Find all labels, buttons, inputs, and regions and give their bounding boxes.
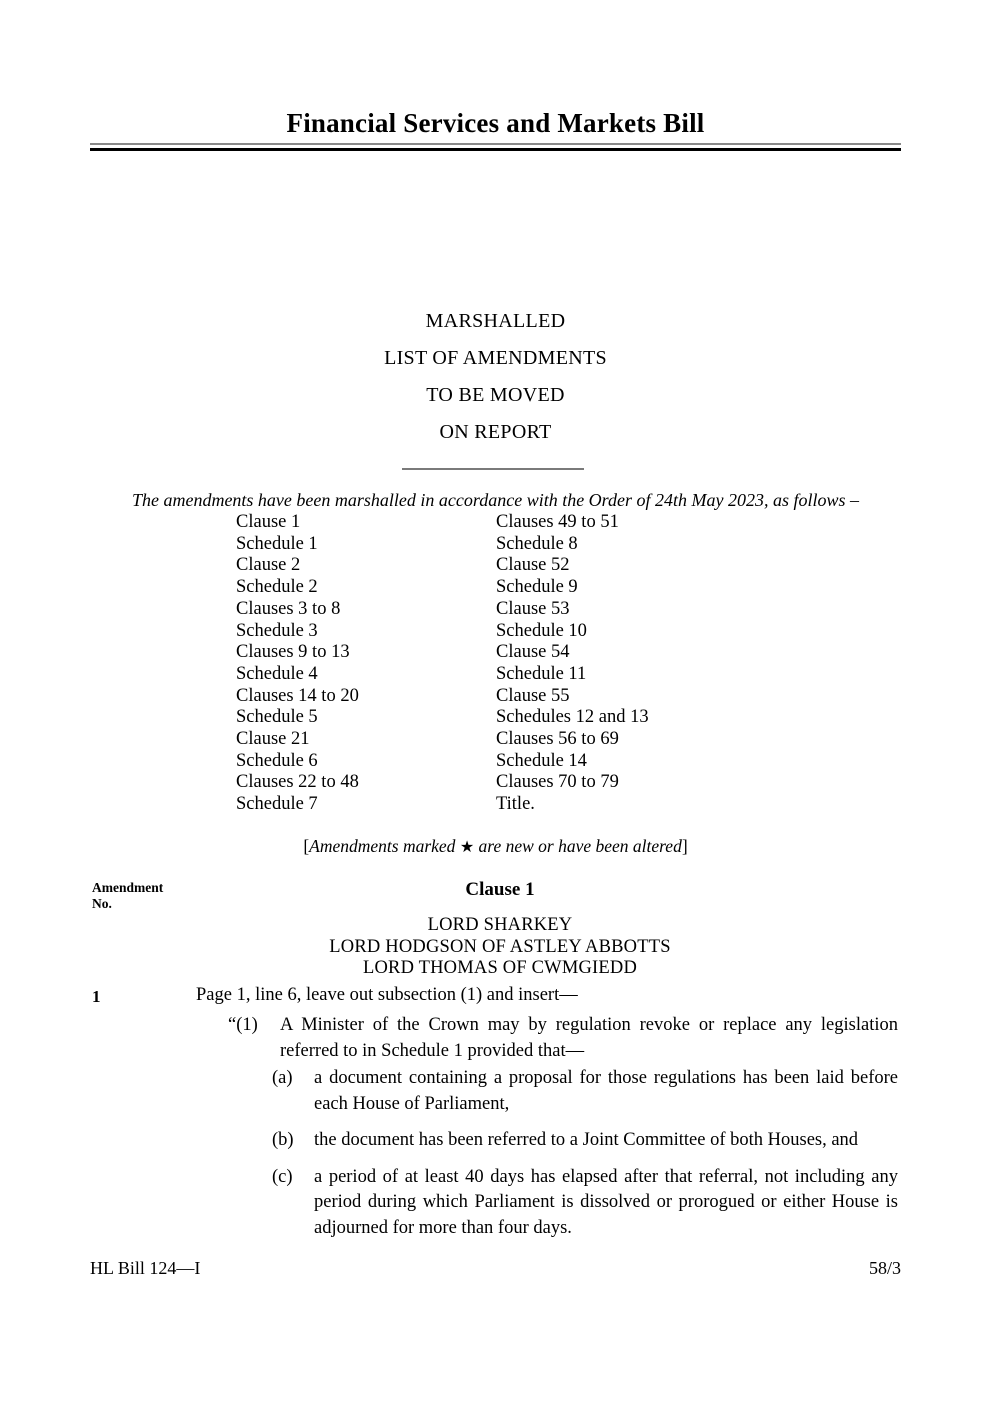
sub-item-text: a period of at least 40 days has elapsed after that referral, not including any period during which Parliament is dissolved or prorogued or either House is adjourned for more than four days. bbox=[314, 1166, 898, 1238]
clause-list-right-column bbox=[496, 512, 756, 816]
title-rule-thin bbox=[90, 143, 901, 145]
section-divider-rule bbox=[402, 468, 584, 470]
sub-item-text: the document has been referred to a Joint Committee of both Houses, and bbox=[314, 1130, 859, 1150]
starred-amendments-note bbox=[90, 836, 901, 857]
page-footer bbox=[90, 1258, 901, 1279]
list-item: Schedule 9 bbox=[496, 577, 578, 598]
list-item: Schedule 5 bbox=[236, 707, 318, 728]
bracket-open: [ bbox=[303, 836, 310, 856]
list-item: Clause 53 bbox=[496, 598, 570, 619]
star-note-text-before: Amendments marked bbox=[309, 836, 460, 856]
heading-line-4: ON REPORT bbox=[439, 421, 552, 443]
heading-line-3: TO BE MOVED bbox=[426, 384, 565, 406]
sponsor-name: LORD HODGSON OF ASTLEY ABBOTTS bbox=[329, 936, 671, 957]
sub-item bbox=[272, 1128, 898, 1154]
list-item: Clauses 49 to 51 bbox=[496, 512, 619, 532]
list-item: Clause 55 bbox=[496, 685, 570, 706]
clause-list-left-column bbox=[236, 512, 496, 816]
sponsor-name: LORD THOMAS OF CWMGIEDD bbox=[362, 958, 638, 978]
list-item: Schedule 7 bbox=[236, 794, 318, 815]
list-item: Clause 21 bbox=[236, 729, 310, 750]
list-item: Clauses 22 to 48 bbox=[236, 772, 359, 793]
sub-item-marker: (b) bbox=[272, 1130, 294, 1150]
sub-item bbox=[272, 1165, 898, 1242]
list-item: Title. bbox=[496, 794, 535, 815]
amendment-number: 1 bbox=[92, 987, 101, 1006]
subsection-text: A Minister of the Crown may by regulation revoke or replace any legislation referred to in Schedule 1 provided that— bbox=[280, 1015, 898, 1061]
subsection-marker: “(1) bbox=[228, 1015, 258, 1035]
amendment-quoted-subsection bbox=[228, 1013, 898, 1064]
amendment-label-line1: Amendment bbox=[92, 880, 164, 895]
sponsor-name: LORD SHARKEY bbox=[427, 915, 573, 935]
amendment-sub-items bbox=[272, 1066, 898, 1241]
amendment-instruction: Page 1, line 6, leave out subsection (1) and insert— bbox=[196, 985, 578, 1005]
list-item: Clause 1 bbox=[236, 512, 301, 532]
sub-item-marker: (c) bbox=[272, 1166, 293, 1187]
list-item: Clause 52 bbox=[496, 555, 570, 576]
heading-line-2: LIST OF AMENDMENTS bbox=[384, 347, 607, 369]
sub-item-text: a document containing a proposal for those regulations has been laid before each House of Parliament, bbox=[314, 1068, 898, 1114]
list-item: Schedule 2 bbox=[236, 577, 318, 598]
list-item: Schedules 12 and 13 bbox=[496, 707, 649, 728]
list-item: Clauses 56 to 69 bbox=[496, 729, 619, 750]
list-item: Schedule 11 bbox=[496, 663, 587, 684]
list-item: Clauses 70 to 79 bbox=[496, 772, 619, 793]
sub-item bbox=[272, 1066, 898, 1117]
list-item: Schedule 3 bbox=[236, 620, 318, 641]
amendment-label-line2: No. bbox=[92, 896, 112, 911]
star-note-text-after: are new or have been altered bbox=[474, 836, 682, 856]
list-item: Schedule 6 bbox=[236, 750, 318, 771]
page-title: Financial Services and Markets Bill bbox=[286, 108, 705, 138]
star-icon: ★ bbox=[459, 839, 475, 856]
list-item: Clauses 14 to 20 bbox=[236, 685, 359, 706]
list-item: Schedule 8 bbox=[496, 533, 578, 554]
list-item: Clause 2 bbox=[236, 555, 301, 576]
clause-order-list bbox=[236, 512, 796, 816]
bracket-close: ] bbox=[681, 836, 688, 856]
title-rule-thick bbox=[90, 148, 901, 151]
list-item: Clauses 3 to 8 bbox=[236, 598, 341, 619]
page-reference: 58/3 bbox=[868, 1258, 901, 1278]
bill-reference: HL Bill 124—I bbox=[90, 1258, 201, 1278]
list-item: Schedule 4 bbox=[236, 663, 318, 684]
marshalling-note: The amendments have been marshalled in accordance with the Order of 24th May 2023, as follows – bbox=[131, 490, 860, 510]
list-item: Schedule 1 bbox=[236, 533, 318, 554]
clause-section-heading: Clause 1 bbox=[465, 879, 535, 900]
marshalled-heading-block bbox=[90, 303, 901, 451]
list-item: Clauses 9 to 13 bbox=[236, 642, 350, 663]
amendment-sponsors bbox=[190, 915, 810, 980]
list-item: Schedule 14 bbox=[496, 750, 587, 771]
sub-item-marker: (a) bbox=[272, 1068, 293, 1088]
list-item: Clause 54 bbox=[496, 642, 570, 663]
list-item: Schedule 10 bbox=[496, 620, 587, 641]
heading-line-1: MARSHALLED bbox=[425, 310, 566, 332]
